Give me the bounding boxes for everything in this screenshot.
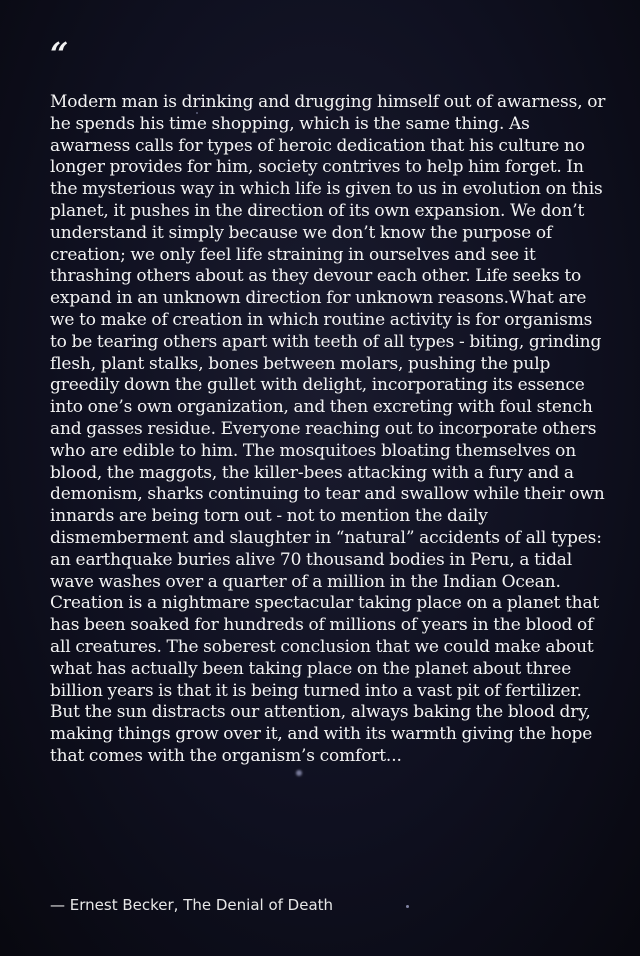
quote-text: Modern man is drinking and drugging himself out of awarness, or he spends his time shopping, which is the same thing. As awarness calls for types of heroic dedication that his culture no longer provides for him, society contrives to help him forget. In the mysterious way in which life is given to us in evolution on this planet, it pushes in the direction of its own expansion. We don’t understand it simply because we don’t know the purpose of creation; we only feel life straining in ourselves and see it thrashing others about as they devour each other. Life seeks to expand in an unknown direction for unknown reasons.What are we to make of creation in which routine activity is for organisms to be tearing others apart with teeth of all types - biting, grinding flesh, plant stalks, bones between molars, pushing the pulp greedily down the gullet with delight, incorporating its essence into one’s own organization, and then excreting with foul stench and gasses residue. Everyone reaching out to incorporate others who are edible to him. The mosquitoes bloating themselves on blood, the maggots, the killer-bees attacking with a fury and a demonism, sharks continuing to tear and swallow while their own innards are being torn out - not to mention the daily dismemberment and slaughter in “natural” accidents of all types: an earthquake buries alive 70 thousand bodies in Peru, a tidal wave washes over a quarter of a million in the Indian Ocean. Creation is a nightmare spectacular taking place on a planet that has been soaked for hundreds of millions of years in the blood of all creatures. The soberest conclusion that we could make about what has actually been taking place on the planet about three billion years is that it is being turned into a vast pit of fertilizer. But the sun distracts our attention, always baking the blood dry, making things grow over it, and with its warmth giving the hope that comes with the organism’s comfort... bbox=[50, 92, 606, 766]
quote-mark-icon: “ bbox=[50, 35, 69, 73]
quote-attribution: — Ernest Becker, The Denial of Death bbox=[50, 896, 334, 914]
star-decoration bbox=[406, 905, 409, 908]
star-decoration bbox=[296, 770, 302, 776]
